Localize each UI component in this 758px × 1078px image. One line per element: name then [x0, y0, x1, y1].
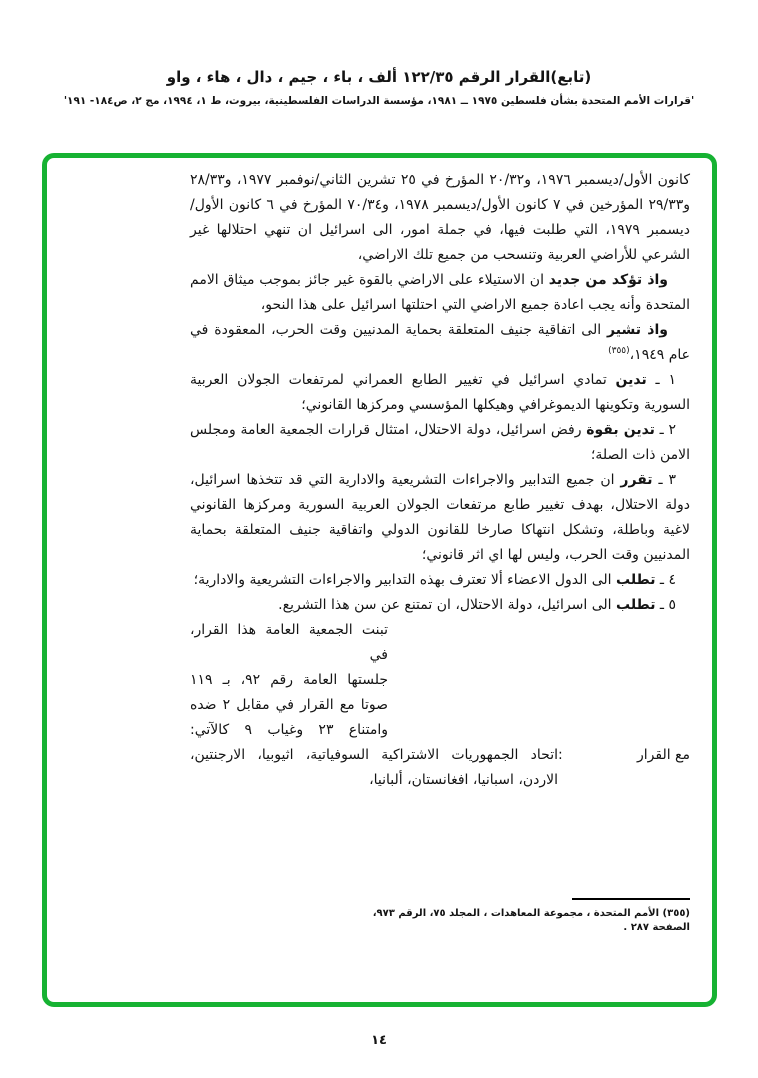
vote-label-text: مع القرار [636, 747, 690, 763]
footnote-text: (٣٥٥) الأمم المتحدة ، مجموعة المعاهدات ، المجلد ٧٥، الرقم ٩٧٣، الصفحة ٢٨٧ . [372, 908, 690, 933]
item-lead: تطلب [616, 597, 656, 613]
item-number: ١ ـ [646, 372, 676, 388]
page-number: ١٤ [371, 1033, 387, 1048]
item-rest: الى الدول الاعضاء ألا تعترف بهذه التدابير والاجراءات التشريعية والادارية؛ [193, 572, 617, 588]
item-number: ٤ ـ [655, 572, 676, 588]
item-rest: رفض اسرائيل، دولة الاحتلال، امتثال قرارات الجمعية العامة ومجلس الامن ذات الصلة؛ [190, 422, 690, 463]
operative-item-4 [190, 568, 690, 593]
footnote-block [350, 898, 690, 935]
item-lead: تقرر [620, 472, 653, 488]
item-rest: ان جميع التدابير والاجراءات التشريعية والادارية التي قد تتخذها اسرائيل، دولة الاحتلال، بهدف تغيير طابع مرتفعات الجولان العربية السورية ومركزها القانوني لاغية وباطلة، وتشكل انتهاكا صارخا للقانون الدولي واتفاقية جنيف المتعلقة بحماية المدنيين وقت الحرب، وليس لها اي اثر قانوني؛ [190, 472, 690, 563]
paragraph-rest: ان الاستيلاء على الاراضي بالقوة غير جائز بموجب ميثاق الامم المتحدة وأنه يجب اعادة جميع الاراضي التي احتلتها اسرائيل على هذا النحو، [190, 272, 690, 313]
footnote-separator-rule [572, 898, 690, 900]
adoption-line: تبنت الجمعية العامة هذا القرار، في [190, 622, 388, 663]
paragraph-reaffirming [190, 268, 690, 318]
paragraph-preamble-continuation: كانون الأول/ديسمبر ١٩٧٦، و٢٠/٣٢ المؤرخ في ٢٥ تشرين الثاني/نوفمبر ١٩٧٧، و٢٨/٣٣ و٢٩/٣٣ المؤرخين في ٧ كانون الأول/ديسمبر ١٩٧٨، و٧٠/٣٤ المؤرخ في ٦ كانون الأول/ديسمبر ١٩٧٩، التي طلبت فيها، في جملة امور، الى اسرائيل ان تنهي احتلالها غير الشرعي للأراضي العربية وتنسحب من جميع تلك الاراضي، [190, 172, 690, 263]
paragraph-lead: واذ تؤكد من جديد [548, 272, 669, 288]
vote-label [558, 743, 690, 793]
adoption-line: وامتناع ٢٣ وغياب ٩ كالآتي: [190, 722, 388, 738]
adoption-note [190, 618, 388, 743]
footnote-marker: (٣٥٥) [608, 346, 630, 356]
operative-item-5 [190, 593, 690, 618]
vote-label-colon: : [558, 747, 563, 763]
operative-item-1 [190, 368, 690, 418]
header-title: (تابع)القرار الرقم ١٢٢/٣٥ ألف ، باء ، جيم ، دال ، هاء ، واو [166, 68, 592, 86]
item-rest: تمادي اسرائيل في تغيير الطابع العمراني لمرتفعات الجولان العربية السورية وتكوينها الديموغرافي وهيكلها المؤسسي ومركزها القانوني؛ [190, 372, 690, 413]
item-number: ٢ ـ [654, 422, 676, 438]
paragraph-lead: واذ تشير [607, 322, 668, 338]
item-number: ٥ ـ [655, 597, 676, 613]
operative-item-3 [190, 468, 690, 568]
item-rest: الى اسرائيل، دولة الاحتلال، ان تمتنع عن سن هذا التشريع. [278, 597, 617, 613]
item-lead: تدين [615, 372, 647, 388]
operative-item-2 [190, 418, 690, 468]
header-source-citation: 'قرارات الأمم المتحدة بشأن فلسطين ١٩٧٥ ــ ١٩٨١، مؤسسة الدراسات الفلسطينية، بيروت، ط ١، ١٩٩٤، مج ٢، ص١٨٤- ١٩١' [63, 95, 695, 107]
page-header [0, 68, 758, 107]
adoption-line: صوتا مع القرار في مقابل ٢ ضده [190, 697, 388, 713]
vote-for-row [190, 743, 690, 793]
vote-countries-list: اتحاد الجمهوريات الاشتراكية السوفياتية، اثيوبيا، الارجنتين، الاردن، اسبانيا، افغانستان، ألبانيا، [190, 747, 558, 788]
item-number: ٣ ـ [652, 472, 676, 488]
adoption-line: جلستها العامة رقم ٩٢، بـ ١١٩ [190, 672, 388, 688]
resolution-text [190, 168, 690, 793]
paragraph-rest: الى اتفاقية جنيف المتعلقة بحماية المدنيين وقت الحرب، المعقودة في عام ١٩٤٩، [190, 322, 690, 363]
paragraph-recalling [190, 318, 690, 368]
green-border-frame [42, 153, 717, 1007]
item-lead: تطلب [616, 572, 656, 588]
item-lead: تدين بقوة [586, 422, 655, 438]
